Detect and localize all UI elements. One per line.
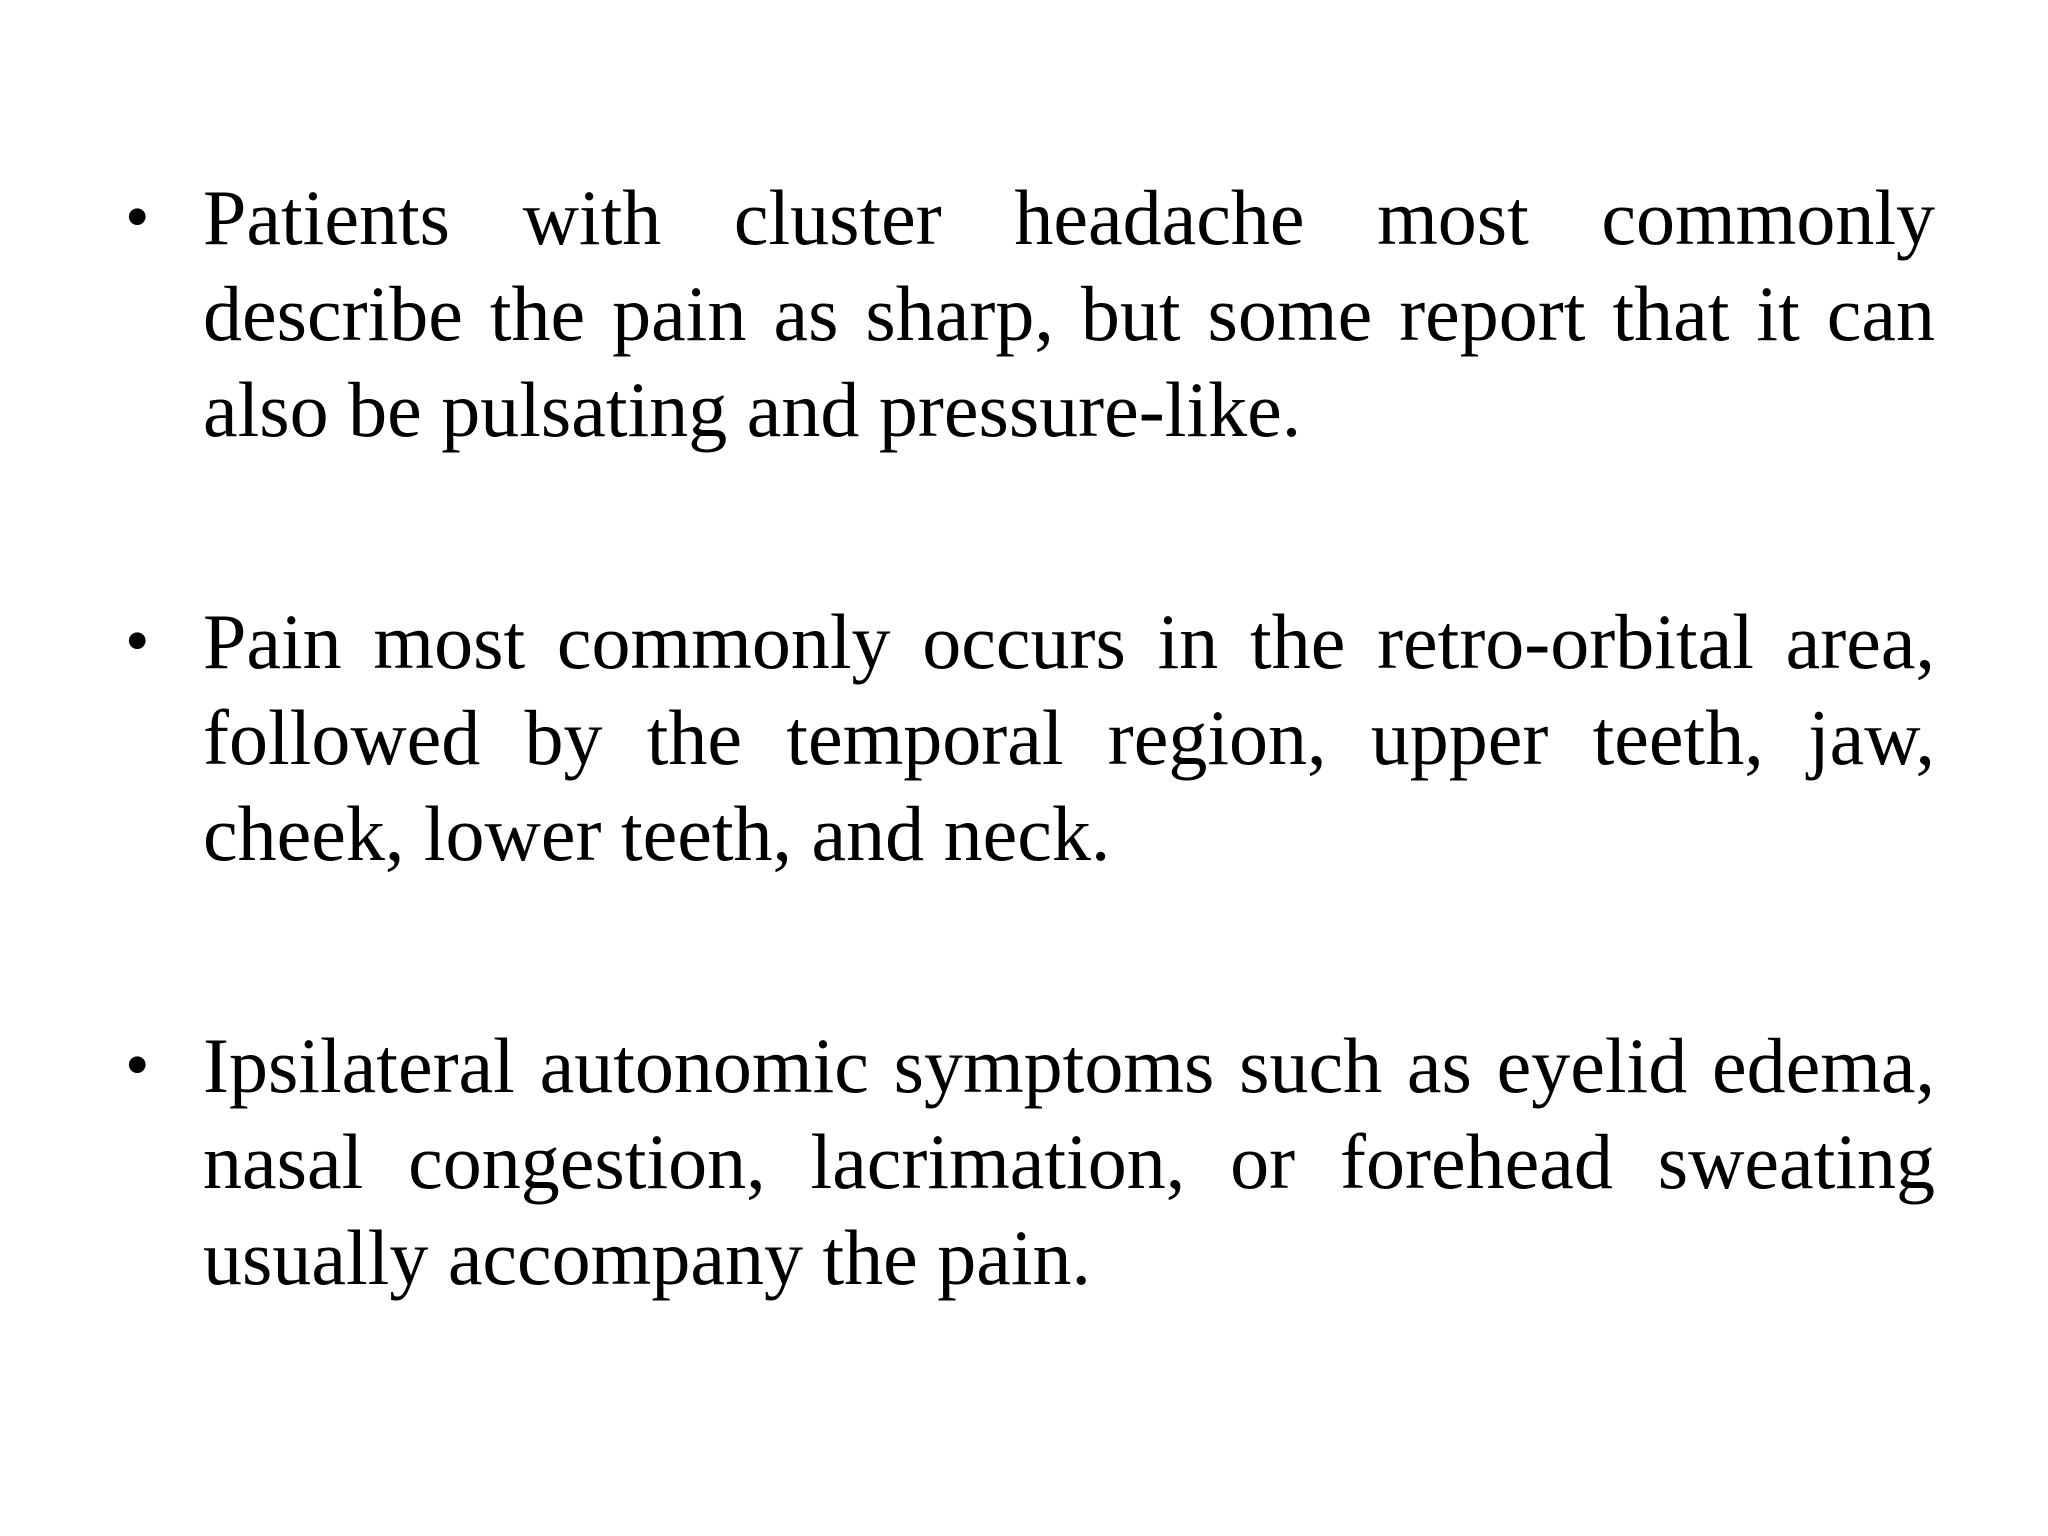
bullet-dot-icon: • bbox=[125, 603, 150, 680]
bullet-item bbox=[125, 1018, 1935, 1306]
bullet-dot-icon: • bbox=[125, 179, 150, 256]
bullet-dot-icon: • bbox=[125, 1027, 150, 1104]
bullet-text: Ipsilateral autonomic symptoms such as eyelid edema, nasal congestion, lacrimation, or forehead sweating usually accompany the pain. bbox=[203, 1022, 1935, 1301]
bullet-item bbox=[125, 170, 1935, 458]
bullet-item bbox=[125, 594, 1935, 882]
bullet-text: Pain most commonly occurs in the retro-orbital area, followed by the temporal region, upper teeth, jaw, cheek, lower teeth, and neck. bbox=[203, 598, 1935, 877]
bullet-text: Patients with cluster headache most commonly describe the pain as sharp, but some report that it can also be pulsating and pressure-like. bbox=[203, 174, 1935, 453]
